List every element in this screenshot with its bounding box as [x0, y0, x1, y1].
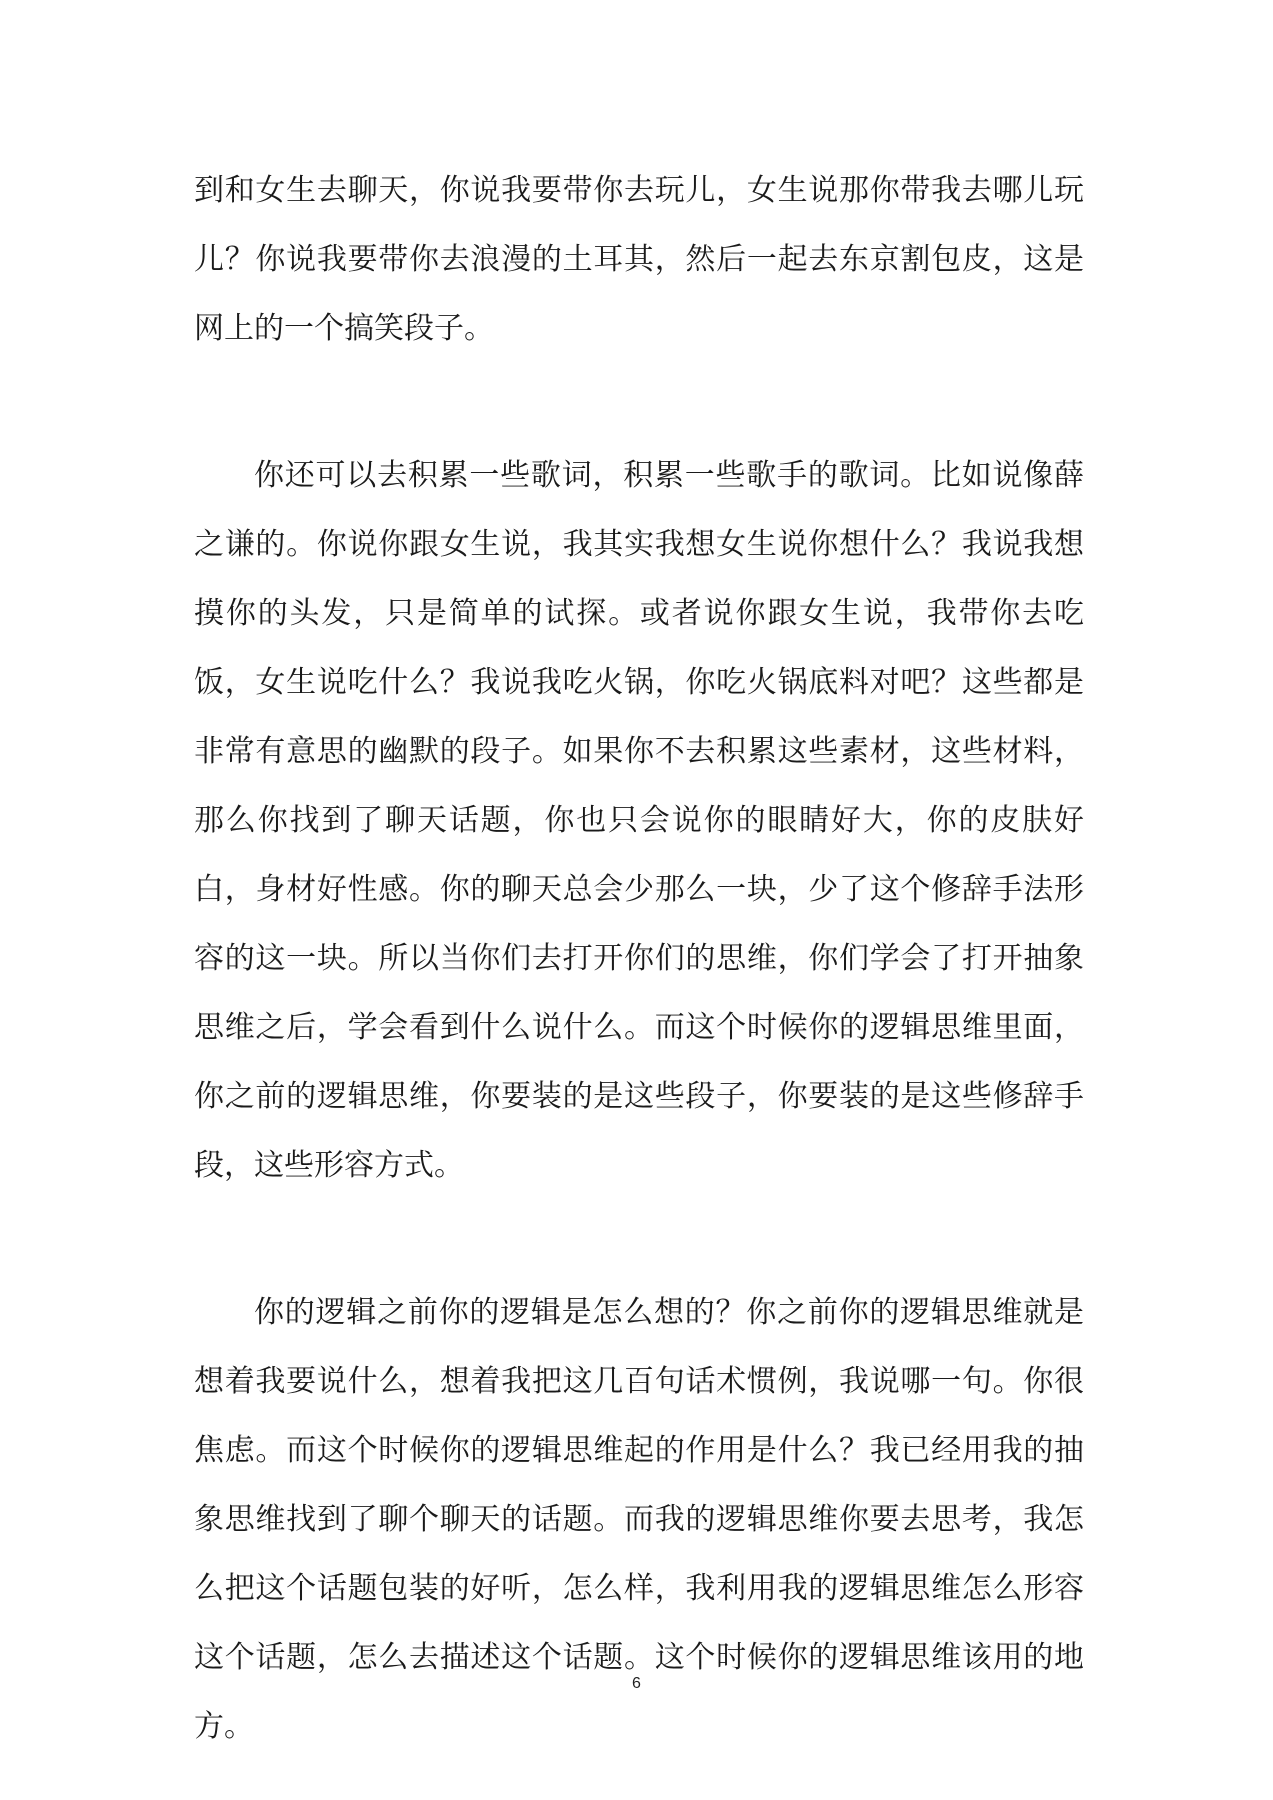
paragraph-3: 你的逻辑之前你的逻辑是怎么想的？你之前你的逻辑思维就是想着我要说什么，想着我把这几百句话术惯例，我说哪一句。你很焦虑。而这个时候你的逻辑思维起的作用是什么？我已经用我的抽象思维找到了聊个聊天的话题。而我的逻辑思维你要去思考，我怎么把这个话题包装的好听，怎么样，我利用我的逻辑思维怎么形容这个话题，怎么去描述这个话题。这个时候你的逻辑思维该用的地方。: [194, 1295, 1084, 1744]
body-text: [194, 156, 1084, 1761]
page-number: 6: [632, 1675, 641, 1692]
paragraph-2: 你还可以去积累一些歌词，积累一些歌手的歌词。比如说像薛之谦的。你说你跟女生说，我其实我想女生说你想什么？我说我想摸你的头发，只是简单的试探。或者说你跟女生说，我带你去吃饭，女生说吃什么？我说我吃火锅，你吃火锅底料对吧？这些都是非常有意思的幽默的段子。如果你不去积累这些素材，这些材料，那么你找到了聊天话题，你也只会说你的眼睛好大，你的皮肤好白，身材好性感。你的聊天总会少那么一块，少了这个修辞手法形容的这一块。所以当你们去打开你们的思维，你们学会了打开抽象思维之后，学会看到什么说什么。而这个时候你的逻辑思维里面，你之前的逻辑思维，你要装的是这些段子，你要装的是这些修辞手段，这些形容方式。: [194, 458, 1084, 1183]
paragraph-1: 到和女生去聊天，你说我要带你去玩儿，女生说那你带我去哪儿玩儿？你说我要带你去浪漫的土耳其，然后一起去东京割包皮，这是网上的一个搞笑段子。: [194, 173, 1084, 346]
